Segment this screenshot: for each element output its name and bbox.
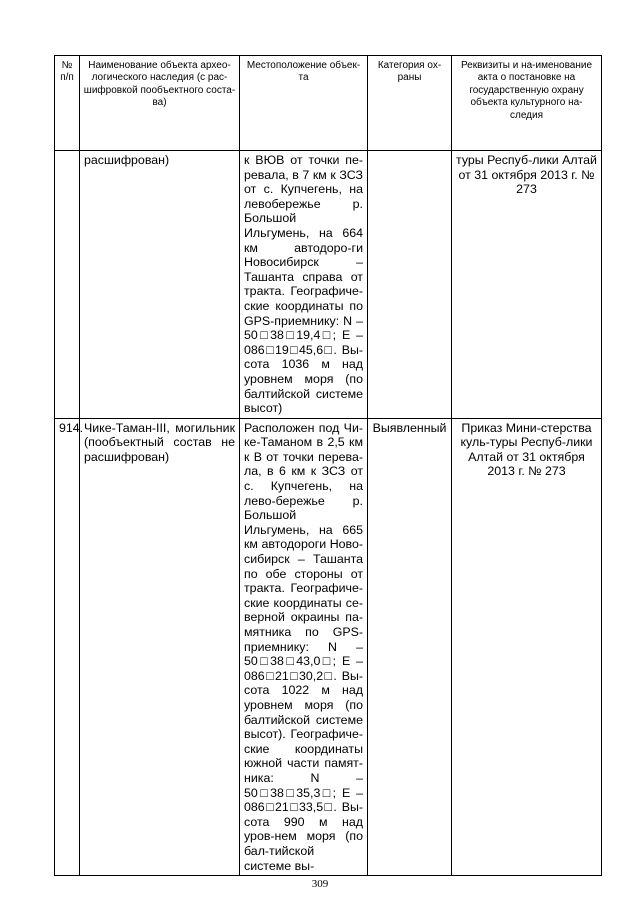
table-header-row (55, 56, 602, 151)
header-category: Категория ох-раны (368, 56, 452, 151)
cell-location: Расположен под Чи-ке-Таманом в 2,5 км к В от точки перева-ла, в 6 км к ЗСЗ от с. Купчегень, на лево-бережье р. Большой Ильгумень, на 665 км автодороги Ново-сибирск – Ташанта по обе стороны от тракта. Географиче-ские координаты се-верной окраины па-мятника по GPS-приемнику: N – 50□38□43,0□; E – 086□21□30,2□. Вы-сота 1022 м над уровнем моря (по балтийской системе высот). Географиче-ские координаты южной части памят-ника: N – 50□38□35,3□; E – 086□21□33,5□. Вы-сота 990 м над уров-нем моря (по бал-тийской системе вы- (240, 418, 368, 875)
cell-object-name: расшифрован) (80, 151, 240, 419)
cell-act-details: туры Респуб-лики Алтай от 31 октября 2013 г. № 273 (452, 151, 602, 419)
cell-category (368, 151, 452, 419)
header-act-details: Реквизиты и на-именование акта о постановке на государственную охрану объекта культурного на-следия (452, 56, 602, 151)
table-row (55, 151, 602, 419)
cell-object-name: Чике-Таман-III, могильник (пообъектный состав не расшифрован) (80, 418, 240, 875)
cell-location: к ВЮВ от точки пе-ревала, в 7 км к ЗСЗ от с. Купчегень, на левобережье р. Большой Ильгумень, на 664 км автодоро-ги Новосибирск – Ташанта справа от тракта. Географиче-ские координаты по GPS-приемнику: N – 50□38□19,4□; E – 086□19□45,6□. Вы-сота 1036 м над уровнем моря (по балтийской системе высот) (240, 151, 368, 419)
cell-number (55, 151, 80, 419)
cell-category: Выявленный (368, 418, 452, 875)
header-number: № п/п (55, 56, 80, 151)
header-object-name: Наименование объекта архео-логического наследия (с рас-шифровкой пообъектного соста-ва) (80, 56, 240, 151)
table-row (55, 418, 602, 875)
cell-act-details: Приказ Мини-стерства куль-туры Респуб-лики Алтай от 31 октября 2013 г. № 273 (452, 418, 602, 875)
header-location: Местоположение объек-та (240, 56, 368, 151)
page-number: 309 (311, 878, 329, 890)
heritage-register-table (54, 55, 602, 876)
cell-number: 914. (55, 418, 80, 875)
